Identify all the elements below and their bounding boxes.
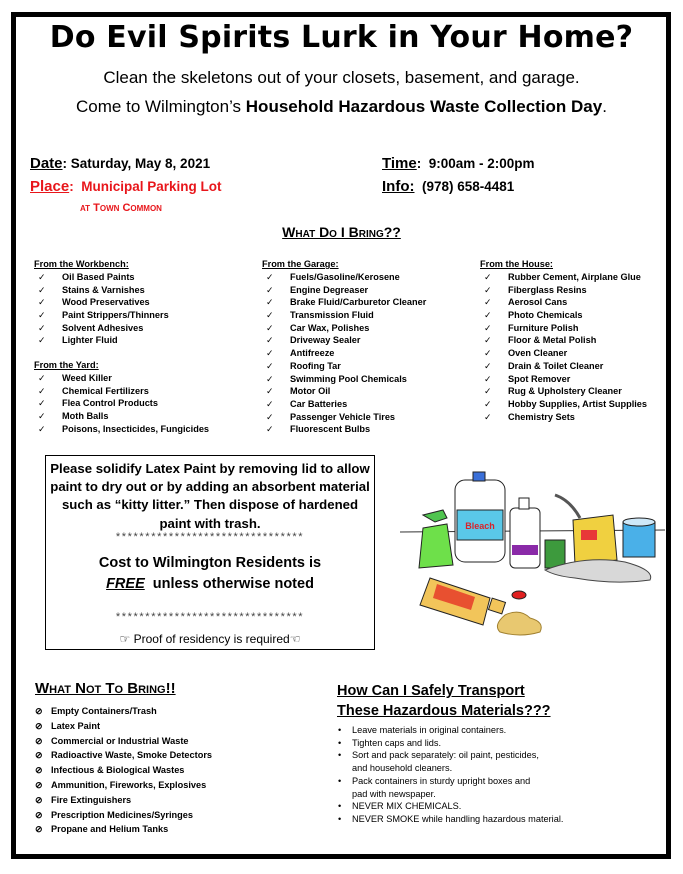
prohibited-icon: ⊘ — [35, 794, 43, 805]
house-title: From the House: — [480, 259, 553, 269]
item-label: Paint Strippers/Thinners — [62, 310, 169, 321]
time-row: Time: 9:00am - 2:00pm — [382, 155, 535, 172]
check-icon: ✓ — [266, 348, 274, 359]
item-label: Fiberglass Resins — [508, 284, 587, 295]
item-label: Sort and pack separately: oil paint, pesticides, and household cleaners. — [352, 750, 539, 774]
list-item — [35, 734, 212, 749]
item-label: Moth Balls — [62, 411, 109, 422]
list-item — [262, 373, 426, 386]
prohibited-icon: ⊘ — [35, 809, 43, 820]
list-item — [338, 813, 563, 826]
list-item — [338, 800, 563, 813]
item-label: Ammunition, Fireworks, Explosives — [51, 779, 207, 790]
prohibited-icon: ⊘ — [35, 779, 43, 790]
list-item — [35, 822, 212, 837]
list-item — [34, 271, 169, 284]
star-divider: ******************************** — [115, 531, 305, 543]
item-label: Floor & Metal Polish — [508, 335, 597, 346]
check-icon: ✓ — [266, 272, 274, 282]
list-item — [35, 808, 212, 823]
time-value: 9:00am - 2:00pm — [428, 156, 535, 171]
check-icon: ✓ — [484, 310, 492, 321]
item-label: Brake Fluid/Carburetor Cleaner — [290, 297, 427, 308]
item-label: Furniture Polish — [508, 322, 579, 333]
item-label: Antifreeze — [290, 348, 335, 359]
check-icon: ✓ — [266, 360, 274, 371]
item-label: Passenger Vehicle Tires — [290, 411, 396, 422]
date-row: Date: Saturday, May 8, 2021 — [30, 155, 211, 172]
list-item — [35, 778, 212, 793]
place-sub: at Town Common — [80, 202, 162, 214]
list-item — [480, 271, 647, 284]
item-label: Tighten caps and lids. — [352, 737, 442, 748]
info-phone: (978) 658-4481 — [422, 179, 515, 194]
check-icon: ✓ — [38, 385, 46, 396]
check-icon: ✓ — [266, 411, 274, 422]
check-icon: ✓ — [38, 398, 46, 409]
list-item — [480, 322, 647, 335]
list-item — [34, 385, 209, 398]
item-label: Chemistry Sets — [508, 411, 575, 422]
item-label: NEVER SMOKE while handling hazardous material. — [352, 813, 564, 824]
subtitle-prefix: Come to Wilmington’s — [76, 97, 246, 116]
item-label: Prescription Medicines/Syringes — [51, 809, 193, 820]
item-label: Aerosol Cans — [508, 297, 568, 308]
check-icon: ✓ — [484, 284, 492, 295]
item-label: Propane and Helium Tanks — [51, 824, 169, 835]
yard-list — [34, 359, 209, 435]
star-divider: ******************************** — [115, 611, 305, 623]
check-icon: ✓ — [484, 348, 492, 359]
bullet-icon: • — [338, 750, 342, 761]
list-item — [480, 309, 647, 322]
item-label: Empty Containers/Trash — [51, 706, 157, 716]
check-icon: ✓ — [484, 272, 492, 282]
prohibited-icon: ⊘ — [35, 765, 43, 776]
list-item — [34, 372, 209, 385]
bullet-icon: • — [338, 725, 342, 735]
list-item — [262, 309, 426, 322]
list-item — [480, 347, 647, 360]
list-item — [262, 284, 426, 297]
date-value: Saturday, May 8, 2021 — [70, 156, 211, 171]
garage-list — [262, 258, 426, 436]
list-item — [262, 271, 426, 284]
bullet-icon: • — [338, 801, 342, 812]
subtitle-suffix: . — [602, 97, 607, 116]
item-label: Fuels/Gasoline/Kerosene — [290, 272, 400, 282]
svg-text:Bleach: Bleach — [465, 521, 495, 531]
proof-of-residency — [46, 632, 374, 646]
prohibited-icon: ⊘ — [35, 735, 43, 746]
check-icon: ✓ — [38, 423, 46, 434]
item-label: Leave materials in original containers. — [352, 725, 507, 735]
check-icon: ✓ — [38, 297, 46, 308]
transport-heading-line-2: These Hazardous Materials??? — [337, 703, 551, 719]
item-label: Flea Control Products — [62, 398, 158, 409]
item-label: Radioactive Waste, Smoke Detectors — [51, 750, 213, 761]
list-item — [262, 347, 426, 360]
notice-box — [45, 455, 375, 650]
list-item — [480, 334, 647, 347]
check-icon: ✓ — [484, 335, 492, 346]
hazardous-products-illustration — [395, 460, 670, 640]
list-item — [35, 763, 212, 778]
check-icon: ✓ — [484, 297, 492, 308]
list-item — [34, 397, 209, 410]
cost-notice — [46, 553, 374, 595]
check-icon: ✓ — [266, 284, 274, 295]
item-label: Drain & Toilet Cleaner — [508, 360, 604, 371]
list-item — [262, 360, 426, 373]
yard-title: From the Yard: — [34, 360, 99, 370]
item-label: Rug & Upholstery Cleaner — [508, 386, 622, 397]
check-icon: ✓ — [38, 310, 46, 321]
check-icon: ✓ — [484, 398, 492, 409]
check-icon: ✓ — [266, 322, 274, 333]
item-label: Commercial or Industrial Waste — [51, 735, 189, 746]
transport-list — [338, 724, 563, 826]
bullet-icon: • — [338, 775, 342, 786]
list-item — [480, 284, 647, 297]
item-label: Roofing Tar — [290, 360, 341, 371]
transport-heading-line-1: How Can I Safely Transport — [337, 683, 525, 699]
list-item — [34, 423, 209, 436]
item-label: Driveway Sealer — [290, 335, 361, 346]
item-label: Fluorescent Bulbs — [290, 424, 371, 435]
list-item — [34, 322, 169, 335]
not-bring-heading: What Not To Bring!! — [35, 680, 176, 697]
item-label: Transmission Fluid — [290, 310, 374, 321]
list-item — [35, 748, 212, 763]
item-label: Pack containers in sturdy upright boxes and pad with newspaper. — [352, 775, 531, 799]
check-icon: ✓ — [38, 322, 46, 333]
check-icon: ✓ — [484, 373, 492, 384]
place-value: Municipal Parking Lot — [81, 179, 222, 194]
list-item — [262, 423, 426, 436]
check-icon: ✓ — [266, 386, 274, 397]
check-icon: ✓ — [484, 386, 492, 397]
pointing-left-hand-icon: ☜ — [289, 632, 301, 646]
check-icon: ✓ — [38, 335, 46, 346]
list-item — [480, 360, 647, 373]
bullet-icon: • — [338, 737, 342, 748]
check-icon: ✓ — [266, 335, 274, 346]
workbench-title: From the Workbench: — [34, 259, 129, 269]
check-icon: ✓ — [266, 310, 274, 321]
list-item — [34, 309, 169, 322]
prohibited-icon: ⊘ — [35, 750, 43, 761]
item-label: Rubber Cement, Airplane Glue — [508, 272, 641, 282]
list-item — [262, 385, 426, 398]
list-item — [262, 296, 426, 309]
item-label: Motor Oil — [290, 386, 331, 397]
garage-title: From the Garage: — [262, 259, 339, 269]
item-label: NEVER MIX CHEMICALS. — [352, 801, 462, 812]
item-label: Solvent Adhesives — [62, 322, 144, 333]
list-item — [480, 296, 647, 309]
list-item — [262, 398, 426, 411]
check-icon: ✓ — [38, 373, 46, 383]
list-item — [480, 373, 647, 386]
check-icon: ✓ — [266, 398, 274, 409]
list-item — [35, 704, 212, 719]
check-icon: ✓ — [266, 373, 274, 384]
list-item — [480, 398, 647, 411]
list-item — [338, 749, 558, 774]
item-label: Fire Extinguishers — [51, 794, 132, 805]
item-label: Oil Based Paints — [62, 272, 135, 282]
list-item — [34, 284, 169, 297]
bullet-icon: • — [338, 813, 342, 824]
list-item — [262, 334, 426, 347]
check-icon: ✓ — [266, 297, 274, 308]
prohibited-icon: ⊘ — [35, 824, 43, 835]
item-label: Oven Cleaner — [508, 348, 568, 359]
event-name: Household Hazardous Waste Collection Day — [245, 97, 603, 116]
prohibited-icon: ⊘ — [35, 706, 43, 716]
latex-paint-notice: Please solidify Latex Paint by removing lid to allow paint to dry out or by adding an absorbent material such as “kitty litter.” Then dispose of hardened paint with trash. — [50, 461, 370, 531]
item-label: Poisons, Insecticides, Fungicides — [62, 423, 210, 434]
not-bring-list — [35, 704, 212, 837]
list-item — [34, 334, 169, 347]
check-icon: ✓ — [38, 411, 46, 422]
item-label: Hobby Supplies, Artist Supplies — [508, 398, 648, 409]
item-label: Car Wax, Polishes — [290, 322, 370, 333]
transport-heading — [337, 681, 551, 721]
list-item — [34, 296, 169, 309]
list-item — [338, 775, 558, 800]
check-icon: ✓ — [266, 424, 274, 435]
check-icon: ✓ — [38, 272, 46, 282]
spray-bottle-icon — [419, 510, 453, 568]
list-item — [480, 385, 647, 398]
list-item — [34, 410, 209, 423]
bring-heading: What Do I Bring?? — [282, 224, 401, 240]
item-label: Swimming Pool Chemicals — [290, 373, 407, 384]
list-item — [480, 411, 647, 424]
free-label: FREE — [106, 576, 145, 592]
item-label: Engine Degreaser — [290, 284, 369, 295]
check-icon: ✓ — [484, 411, 492, 422]
info-row — [382, 178, 514, 195]
workbench-list — [34, 258, 169, 347]
check-icon: ✓ — [484, 360, 492, 371]
pointing-right-hand-icon: ☞ — [119, 632, 131, 646]
time-label: Time — [382, 155, 417, 172]
item-label: Latex Paint — [51, 720, 101, 731]
flyer-subtitle: Clean the skeletons out of your closets, basement, and garage. — [103, 68, 580, 87]
item-label: Car Batteries — [290, 398, 348, 409]
item-label: Spot Remover — [508, 373, 571, 384]
bleach-jug-icon — [455, 472, 505, 562]
item-label: Stains & Varnishes — [62, 284, 145, 295]
place-label: Place — [30, 178, 70, 195]
flyer-subtitle-2 — [0, 97, 683, 117]
check-icon: ✓ — [38, 284, 46, 295]
flyer-title: Do Evil Spirits Lurk in Your Home? — [49, 20, 634, 55]
item-label: Weed Killer — [62, 373, 112, 383]
list-item — [35, 719, 212, 734]
item-label: Chemical Fertilizers — [62, 385, 149, 396]
list-item — [338, 724, 563, 737]
list-item — [338, 737, 563, 750]
info-label: Info: — [382, 178, 415, 195]
item-label: Photo Chemicals — [508, 310, 583, 321]
check-icon: ✓ — [484, 322, 492, 333]
item-label: Infectious & Biological Wastes — [51, 765, 185, 776]
prohibited-icon: ⊘ — [35, 720, 43, 731]
green-can-icon — [545, 540, 565, 568]
place-row: Place: Municipal Parking Lot — [30, 178, 222, 195]
item-label: Wood Preservatives — [62, 297, 150, 308]
date-label: Date — [30, 155, 63, 172]
cost-rest: unless otherwise noted — [144, 576, 314, 592]
cost-line-1: Cost to Wilmington Residents is — [98, 555, 322, 571]
list-item — [262, 411, 426, 424]
cleaner-bottle-icon — [510, 498, 540, 568]
item-label: Lighter Fluid — [62, 335, 118, 346]
house-list — [480, 258, 647, 423]
paint-can-icon — [623, 518, 655, 557]
cost-line-2 — [46, 574, 374, 595]
list-item — [262, 322, 426, 335]
proof-text: Proof of residency is required — [130, 632, 290, 646]
list-item — [35, 793, 212, 808]
